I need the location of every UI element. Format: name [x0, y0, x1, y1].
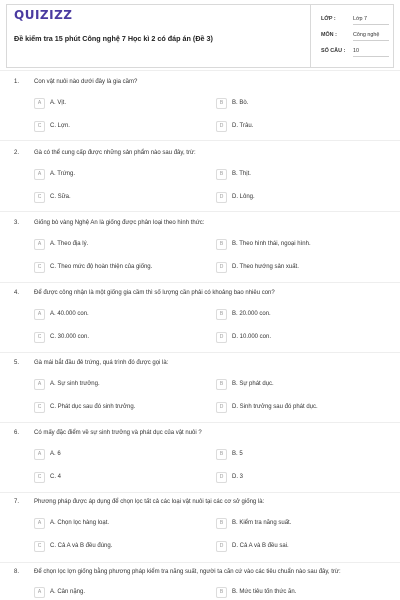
option-letter-box: B [216, 98, 227, 109]
meta-count-row [311, 44, 395, 58]
meta-subject-underline [353, 40, 389, 41]
option-b[interactable] [216, 169, 391, 182]
question-number: 3. [14, 220, 20, 226]
question-text: Gà mái bắt đầu đẻ trứng, quá trình đó được gọi là: [34, 360, 169, 366]
option-c[interactable] [34, 402, 209, 415]
worksheet-header [0, 0, 400, 68]
option-letter-box: D [216, 332, 227, 343]
option-letter-box: A [34, 98, 45, 109]
option-d[interactable] [216, 262, 391, 275]
question-number: 7. [14, 499, 20, 505]
option-letter-box: C [34, 472, 45, 483]
option-letter-box: B [216, 239, 227, 250]
option-b[interactable] [216, 98, 391, 111]
header-divider [0, 70, 400, 71]
option-text: D. 10.000 con. [232, 334, 272, 340]
question-text: Giống bò vàng Nghệ An là giống được phân loại theo hình thức: [34, 220, 205, 226]
question-text: Để được công nhận là một giống gia cầm thì số lượng cần phải có khoảng bao nhiêu con? [34, 290, 275, 296]
option-text: D. Theo hướng sản xuất. [232, 264, 299, 270]
meta-class-label: LỚP : [321, 16, 336, 22]
meta-box [310, 4, 394, 68]
meta-class-value: Lớp 7 [353, 16, 368, 22]
option-c[interactable] [34, 192, 209, 205]
meta-count-value: 10 [353, 48, 359, 54]
question-number: 2. [14, 150, 20, 156]
option-a[interactable] [34, 98, 209, 111]
meta-count-underline [353, 56, 389, 57]
option-text: C. Theo mức độ hoàn thiện của giống. [50, 264, 153, 270]
option-b[interactable] [216, 518, 391, 531]
option-text: D. Trâu. [232, 123, 254, 129]
meta-subject-value: Công nghệ [353, 32, 380, 38]
quizizz-logo [14, 8, 72, 22]
option-c[interactable] [34, 472, 209, 485]
option-letter-box: A [34, 449, 45, 460]
logo-text: QUIZIZZ [14, 8, 73, 22]
option-letter-box: C [34, 121, 45, 132]
option-letter-box: D [216, 541, 227, 552]
question-number: 6. [14, 430, 20, 436]
meta-count-label: SỐ CÂU : [321, 48, 346, 54]
option-text: C. Cả A và B đều đúng. [50, 543, 113, 549]
meta-subject-label: MÔN : [321, 32, 337, 38]
option-text: C. 4 [50, 474, 62, 480]
option-text: B. Thịt. [232, 171, 251, 177]
question-text: Có mấy đặc điểm về sự sinh trưởng và phát dục của vật nuôi ? [34, 430, 202, 436]
option-letter-box: A [34, 379, 45, 390]
option-d[interactable] [216, 472, 391, 485]
option-letter-box: B [216, 587, 227, 598]
question-divider [0, 352, 400, 353]
question-divider [0, 562, 400, 563]
question-text: Phương pháp được áp dụng để chọn lọc tất cả các loại vật nuôi tại các cơ sở giống là: [34, 499, 265, 505]
option-text: A. Cân nặng. [50, 589, 86, 595]
option-a[interactable] [34, 518, 209, 531]
option-letter-box: D [216, 472, 227, 483]
option-text: C. 30.000 con. [50, 334, 90, 340]
option-letter-box: A [34, 587, 45, 598]
option-text: A. 40.000 con. [50, 311, 89, 317]
option-b[interactable] [216, 379, 391, 392]
option-a[interactable] [34, 169, 209, 182]
question-divider [0, 140, 400, 141]
option-a[interactable] [34, 309, 209, 322]
option-text: A. 6 [50, 451, 61, 457]
option-letter-box: B [216, 309, 227, 320]
option-letter-box: A [34, 239, 45, 250]
document-title: Đề kiểm tra 15 phút Công nghệ 7 Học kì 2 có đáp án (Đề 3) [14, 34, 213, 43]
option-letter-box: A [34, 169, 45, 180]
option-letter-box: C [34, 402, 45, 413]
option-letter-box: B [216, 379, 227, 390]
question-divider [0, 211, 400, 212]
option-letter-box: C [34, 262, 45, 273]
option-a[interactable] [34, 587, 209, 600]
option-b[interactable] [216, 309, 391, 322]
question-number: 5. [14, 360, 20, 366]
meta-class-row [311, 12, 395, 26]
option-letter-box: A [34, 518, 45, 529]
option-d[interactable] [216, 121, 391, 134]
option-a[interactable] [34, 239, 209, 252]
option-letter-box: C [34, 541, 45, 552]
question-divider [0, 492, 400, 493]
option-d[interactable] [216, 192, 391, 205]
option-text: C. Lợn. [50, 123, 70, 129]
question-text: Để chọn lọc lợn giống bằng phương pháp kiểm tra năng suất, người ta căn cứ vào các tiêu chuẩn nào sau đây, trừ: [34, 569, 341, 575]
option-d[interactable] [216, 402, 391, 415]
option-text: D. Lông. [232, 194, 255, 200]
option-text: A. Chọn lọc hàng loạt. [50, 520, 110, 526]
option-letter-box: B [216, 169, 227, 180]
option-letter-box: D [216, 262, 227, 273]
option-text: B. 20.000 con. [232, 311, 271, 317]
option-text: A. Trứng. [50, 171, 76, 177]
option-c[interactable] [34, 262, 209, 275]
question-text: Con vật nuôi nào dưới đây là gia cầm? [34, 79, 138, 85]
option-text: B. Bò. [232, 100, 249, 106]
option-text: B. Mức tiêu tốn thức ăn. [232, 589, 297, 595]
option-text: D. Sinh trưởng sau đó phát dục. [232, 404, 318, 410]
question-number: 1. [14, 79, 20, 85]
option-b[interactable] [216, 449, 391, 462]
option-text: B. 5 [232, 451, 243, 457]
option-c[interactable] [34, 541, 209, 554]
option-a[interactable] [34, 379, 209, 392]
option-letter-box: B [216, 518, 227, 529]
question-divider [0, 282, 400, 283]
meta-subject-row [311, 28, 395, 42]
option-text: D. Cả A và B đều sai. [232, 543, 289, 549]
option-text: A. Vịt. [50, 100, 67, 106]
option-text: A. Theo địa lý. [50, 241, 89, 247]
option-letter-box: D [216, 192, 227, 203]
option-b[interactable] [216, 239, 391, 252]
question-number: 4. [14, 290, 20, 296]
option-d[interactable] [216, 541, 391, 554]
option-text: D. 3 [232, 474, 244, 480]
option-text: C. Sữa. [50, 194, 71, 200]
option-text: A. Sự sinh trưởng. [50, 381, 100, 387]
option-d[interactable] [216, 332, 391, 345]
option-letter-box: D [216, 402, 227, 413]
option-letter-box: C [34, 192, 45, 203]
option-text: C. Phát dục sau đó sinh trưởng. [50, 404, 136, 410]
option-text: B. Theo hình thái, ngoại hình. [232, 241, 311, 247]
option-letter-box: A [34, 309, 45, 320]
question-number: 8. [14, 569, 20, 575]
option-c[interactable] [34, 332, 209, 345]
option-letter-box: B [216, 449, 227, 460]
option-letter-box: C [34, 332, 45, 343]
meta-class-underline [353, 24, 389, 25]
option-letter-box: D [216, 121, 227, 132]
option-a[interactable] [34, 449, 209, 462]
option-b[interactable] [216, 587, 391, 600]
option-c[interactable] [34, 121, 209, 134]
question-divider [0, 422, 400, 423]
option-text: B. Sự phát dục. [232, 381, 274, 387]
option-text: B. Kiểm tra năng suất. [232, 520, 292, 526]
question-text: Gà có thể cung cấp được những sản phẩm nào sau đây, trừ: [34, 150, 196, 156]
